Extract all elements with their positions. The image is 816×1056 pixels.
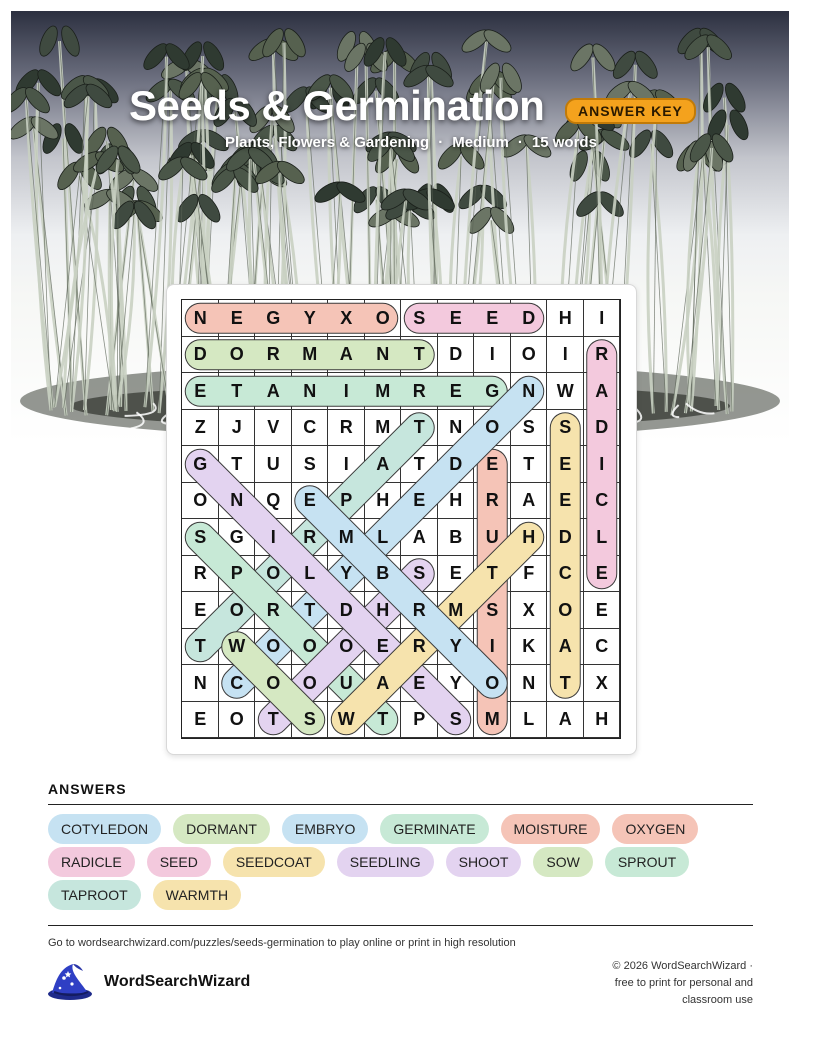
grid-letter: N (193, 307, 207, 328)
grid-letter: T (413, 417, 425, 438)
grid-letter: R (266, 599, 280, 620)
grid-letter: H (522, 526, 536, 547)
grid-letter: M (375, 380, 391, 401)
grid-letter: E (413, 672, 426, 693)
grid-letter: I (599, 453, 605, 474)
grid-letter: L (377, 526, 389, 547)
grid-letter: A (595, 380, 609, 401)
footer-note: Go to wordsearchwizard.com/puzzles/seeds-germination to play online or print in high resolution (48, 937, 516, 949)
grid-letter: P (413, 709, 426, 730)
grid-letter: C (558, 563, 572, 584)
grid-letter: T (231, 453, 243, 474)
grid-letter: E (194, 599, 207, 620)
grid-letter: N (449, 417, 463, 438)
grid-letter: R (412, 380, 426, 401)
answer-word-seedling: SEEDLING (337, 847, 434, 877)
grid-letter: E (559, 453, 572, 474)
grid-letter: E (486, 307, 499, 328)
answer-word-sprout: SPROUT (605, 847, 689, 877)
grid-letter: M (375, 417, 391, 438)
grid-letter: T (486, 563, 498, 584)
grid-letter: S (194, 526, 207, 547)
grid-letter: A (266, 380, 280, 401)
grid-letter: P (230, 563, 243, 584)
grid-letter: H (558, 307, 572, 328)
grid-letter: G (229, 526, 244, 547)
grid-letter: M (338, 526, 354, 547)
grid-letter: T (194, 636, 206, 657)
divider (48, 925, 753, 926)
grid-letter: G (266, 307, 281, 328)
wizard-hat-icon (46, 962, 94, 1002)
answer-word-seedcoat: SEEDCOAT (223, 847, 325, 877)
grid-letter: P (340, 490, 353, 511)
grid-letter: E (559, 490, 572, 511)
separator-dot: · (517, 134, 523, 151)
grid-letter: E (449, 563, 462, 584)
grid-letter: D (558, 526, 572, 547)
copyright-notice (553, 958, 753, 1009)
grid-letter: E (595, 599, 608, 620)
grid-letter: N (303, 380, 317, 401)
grid-letter: C (595, 490, 609, 511)
grid-letter: H (376, 490, 390, 511)
grid-letter: R (412, 599, 426, 620)
grid-letter: E (230, 307, 243, 328)
grid-letter: L (523, 709, 535, 730)
copyright-line: classroom use (682, 994, 753, 1006)
grid-letter: I (343, 453, 349, 474)
grid-letter: R (595, 344, 609, 365)
copyright-line: © 2026 WordSearchWizard · (612, 960, 753, 972)
grid-letter: O (485, 672, 500, 693)
separator-dot: · (438, 134, 444, 151)
grid-letter: E (595, 563, 608, 584)
grid-letter: R (485, 490, 499, 511)
grid-letter: M (484, 709, 500, 730)
grid-letter: A (339, 344, 353, 365)
answer-word-moisture: MOISTURE (501, 814, 601, 844)
grid-letter-layer (182, 300, 620, 738)
grid-letter: E (449, 380, 462, 401)
category-label: Plants, Flowers & Gardening (225, 134, 430, 151)
grid-letter: L (596, 526, 608, 547)
grid-letter: T (231, 380, 243, 401)
answer-word-sow: SOW (533, 847, 592, 877)
grid-letter: F (523, 563, 535, 584)
grid-letter: N (230, 490, 244, 511)
grid-letter: T (304, 599, 316, 620)
grid-letter: I (270, 526, 276, 547)
grid-letter: E (194, 709, 207, 730)
grid-letter: H (376, 599, 390, 620)
word-search-grid[interactable] (182, 300, 620, 738)
grid-letter: N (522, 672, 536, 693)
grid-letter: R (266, 344, 280, 365)
grid-letter: D (193, 344, 207, 365)
grid-letter: G (193, 453, 208, 474)
difficulty-label: Medium (452, 134, 509, 151)
grid-letter: L (304, 563, 316, 584)
grid-letter: E (376, 636, 389, 657)
answer-key-badge: ANSWER KEY (565, 98, 696, 124)
grid-letter: I (489, 344, 495, 365)
grid-letter: O (229, 709, 244, 730)
grid-letter: I (599, 307, 605, 328)
grid-letter: K (522, 636, 536, 657)
grid-letter: X (340, 307, 353, 328)
grid-letter: U (485, 526, 499, 547)
grid-letter: O (266, 636, 281, 657)
grid-letter: D (595, 417, 609, 438)
grid-letter: T (559, 672, 571, 693)
grid-letter: O (375, 307, 390, 328)
answer-word-seed: SEED (147, 847, 211, 877)
grid-letter: I (343, 380, 349, 401)
grid-letter: T (377, 709, 389, 730)
grid-letter: D (339, 599, 353, 620)
grid-letter: R (339, 417, 353, 438)
grid-letter: R (303, 526, 317, 547)
answers-list (48, 814, 768, 913)
grid-letter: R (193, 563, 207, 584)
grid-letter: A (558, 636, 572, 657)
answer-word-shoot: SHOOT (446, 847, 522, 877)
grid-letter: Y (449, 672, 462, 693)
grid-letter: S (413, 563, 426, 584)
grid-letter: M (448, 599, 464, 620)
puzzle-meta (225, 134, 597, 151)
grid-letter: E (413, 490, 426, 511)
answer-word-dormant: DORMANT (173, 814, 270, 844)
grid-letter: S (486, 599, 499, 620)
grid-letter: M (302, 344, 318, 365)
grid-letter: E (449, 307, 462, 328)
grid-letter: U (339, 672, 353, 693)
grid-letter: S (303, 453, 316, 474)
grid-letter: O (339, 636, 354, 657)
grid-letter: X (595, 672, 608, 693)
grid-letter: H (449, 490, 463, 511)
grid-letter: T (413, 453, 425, 474)
answer-word-embryo: EMBRYO (282, 814, 368, 844)
grid-letter: N (193, 672, 207, 693)
grid-letter: E (486, 453, 499, 474)
grid-letter: V (267, 417, 280, 438)
answer-word-taproot: TAPROOT (48, 880, 141, 910)
grid-letter: S (522, 417, 535, 438)
grid-letter: C (230, 672, 244, 693)
grid-letter: W (556, 380, 574, 401)
grid-letter: D (449, 344, 463, 365)
grid-letter: A (412, 526, 426, 547)
grid-letter: S (413, 307, 426, 328)
grid-letter: E (194, 380, 207, 401)
grid-letter: T (523, 453, 535, 474)
answer-word-warmth: WARMTH (153, 880, 241, 910)
grid-letter: T (267, 709, 279, 730)
answer-word-radicle: RADICLE (48, 847, 135, 877)
grid-letter: Y (303, 307, 316, 328)
grid-letter: A (376, 672, 390, 693)
grid-letter: O (485, 417, 500, 438)
grid-letter: G (485, 380, 500, 401)
copyright-line: free to print for personal and (614, 977, 753, 989)
grid-letter: E (303, 490, 316, 511)
answers-heading: ANSWERS (48, 781, 127, 797)
grid-letter: O (302, 672, 317, 693)
grid-letter: I (562, 344, 568, 365)
word-count-label: 15 words (531, 134, 597, 151)
grid-letter: X (522, 599, 535, 620)
grid-letter: S (559, 417, 572, 438)
grid-letter: J (231, 417, 242, 438)
grid-letter: O (558, 599, 573, 620)
grid-letter: I (489, 636, 495, 657)
grid-letter: U (266, 453, 280, 474)
grid-letter: C (303, 417, 317, 438)
grid-letter: Y (449, 636, 462, 657)
grid-letter: B (376, 563, 390, 584)
grid-letter: N (522, 380, 536, 401)
grid-letter: B (449, 526, 463, 547)
grid-letter: N (376, 344, 390, 365)
grid-letter: O (229, 599, 244, 620)
brand-name: WordSearchWizard (104, 973, 251, 990)
grid-letter: D (522, 307, 536, 328)
grid-letter: S (449, 709, 462, 730)
grid-letter: A (522, 490, 536, 511)
grid-letter: O (266, 672, 281, 693)
grid-letter: W (337, 709, 355, 730)
grid-letter: R (412, 636, 426, 657)
grid-letter: T (413, 344, 425, 365)
grid-letter: D (449, 453, 463, 474)
answer-word-cotyledon: COTYLEDON (48, 814, 161, 844)
grid-letter: A (558, 709, 572, 730)
grid-letter: A (376, 453, 390, 474)
grid-letter: O (521, 344, 536, 365)
grid-letter: H (595, 709, 609, 730)
grid-letter: Y (340, 563, 353, 584)
grid-letter: O (266, 563, 281, 584)
grid-letter: Z (194, 417, 206, 438)
grid-letter: Q (266, 490, 281, 511)
grid-letter: S (303, 709, 316, 730)
grid-letter: O (193, 490, 208, 511)
answer-word-oxygen: OXYGEN (612, 814, 698, 844)
grid-letter: O (302, 636, 317, 657)
page-title: Seeds & Germination (129, 82, 545, 129)
grid-letter: W (228, 636, 246, 657)
divider (48, 804, 753, 805)
answer-word-germinate: GERMINATE (380, 814, 488, 844)
grid-letter: O (229, 344, 244, 365)
grid-letter: C (595, 636, 609, 657)
